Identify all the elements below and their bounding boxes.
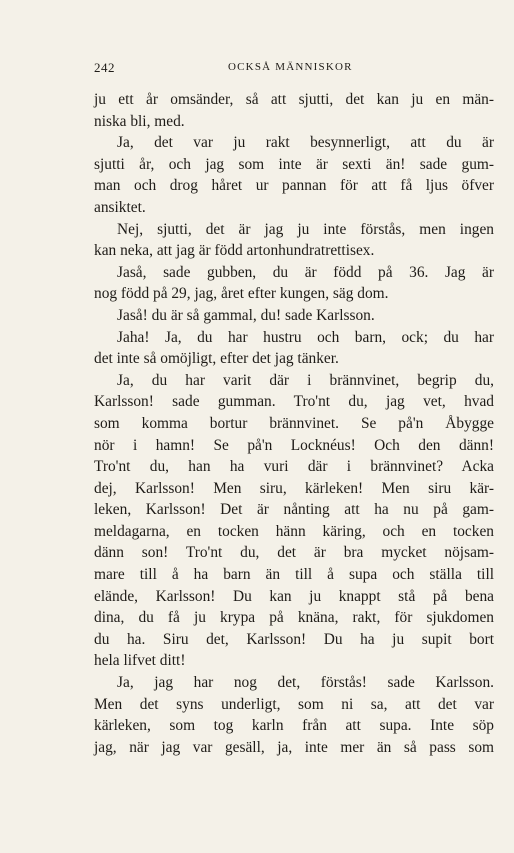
text-line: det inte så omöjligt, efter det jag tänker. xyxy=(94,350,339,368)
text-line: hela lifvet ditt! xyxy=(94,652,186,670)
text-line: kärleken, som tog karln från att supa. Inte söp xyxy=(94,717,494,735)
text-line: Ja, det var ju rakt besynnerligt, att du är xyxy=(117,134,494,152)
body-text xyxy=(94,89,494,758)
text-line: Nej, sjutti, det är jag ju inte förstås, men ingen xyxy=(117,220,494,238)
text-line: Jaså! du är så gammal, du! sade Karlsson. xyxy=(117,306,375,324)
text-line: du ha. Siru det, Karlsson! Du ha ju supit bort xyxy=(94,630,494,648)
text-line: leken, Karlsson! Det är nånting att ha nu på gam- xyxy=(94,501,494,519)
page-number: 242 xyxy=(94,60,115,75)
text-line: dej, Karlsson! Men siru, kärleken! Men siru kär- xyxy=(94,479,494,497)
text-line: elände, Karlsson! Du kan ju knappt stå på bena xyxy=(94,587,494,605)
running-head: OCKSÅ MÄNNISKOR xyxy=(228,61,353,73)
text-line: niska bli, med. xyxy=(94,112,185,130)
text-line: nog född på 29, jag, året efter kungen, säg dom. xyxy=(94,285,389,303)
text-line: Men det syns underligt, som ni sa, att det var xyxy=(94,695,494,713)
text-line: meldagarna, en tocken hänn käring, och en tocken xyxy=(94,522,494,540)
text-line: Ja, du har varit där i brännvinet, begrip du, xyxy=(117,371,494,389)
text-line: kan neka, att jag är född artonhundratrettisex. xyxy=(94,242,375,260)
text-line: jag, när jag var gesäll, ja, inte mer än så pass som xyxy=(94,738,494,756)
text-line: Jaha! Ja, du har hustru och barn, ock; du har xyxy=(117,328,494,346)
text-line: dänn son! Tro'nt du, det är bra mycket nöjsam- xyxy=(94,544,494,562)
text-line: man och drog håret ur pannan för att få ljus öfver xyxy=(94,177,494,195)
text-line: sjutti år, och jag som inte är sexti än! sade gum- xyxy=(94,155,494,173)
text-line: ansiktet. xyxy=(94,198,146,216)
text-line: nör i hamn! Se på'n Locknéus! Och den dänn! xyxy=(94,436,494,454)
text-line: Tro'nt du, han ha vuri där i brännvinet? Acka xyxy=(94,458,494,476)
text-line: som komma bortur brännvinet. Se på'n Åbygge xyxy=(94,414,494,432)
text-line: ju ett år omsänder, så att sjutti, det kan ju en män- xyxy=(94,91,494,108)
text-line: Karlsson! sade gumman. Tro'nt du, jag vet, hvad xyxy=(94,393,494,411)
text-line: Jaså, sade gubben, du är född på 36. Jag är xyxy=(117,263,494,281)
text-line: Ja, jag har nog det, förstås! sade Karlsson. xyxy=(117,674,494,692)
text-line: mare till å ha barn än till å supa och ställa till xyxy=(94,566,494,584)
text-line: dina, du få ju krypa på knäna, rakt, för sjukdomen xyxy=(94,609,494,627)
page-header xyxy=(94,60,490,80)
